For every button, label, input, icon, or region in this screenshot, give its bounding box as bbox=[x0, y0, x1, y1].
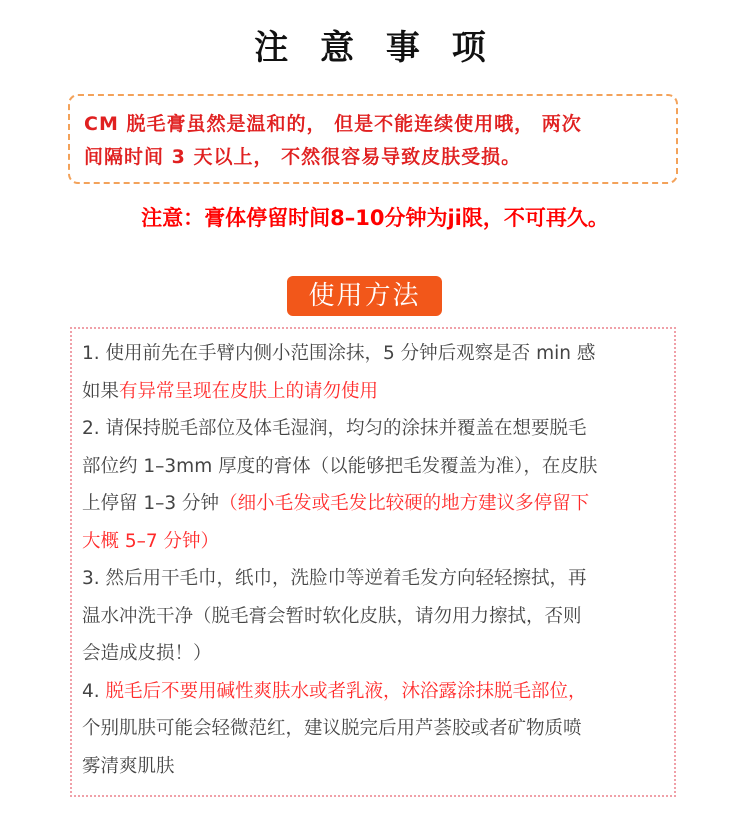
page-title: 注 意 事 项 bbox=[254, 28, 496, 68]
instruction-highlight: （细小毛发或毛发比较硬的地方建议多停留下 bbox=[219, 493, 590, 514]
instruction-line bbox=[82, 673, 664, 711]
warning-box bbox=[68, 94, 678, 184]
instruction-highlight: 脱毛后不要用碱性爽肤水或者乳液，沐浴露涂抹脱毛部位， bbox=[99, 680, 587, 702]
instruction-line: 个别肌肤可能会轻微范红，建议脱完后用芦荟胶或者矿物质喷 bbox=[82, 718, 582, 739]
instruction-line bbox=[82, 373, 664, 411]
time-limit-note: 注意：膏体停留时间8–10分钟为ji限，不可再久。 bbox=[141, 206, 609, 230]
instruction-line bbox=[82, 485, 664, 523]
instruction-line: 部位约 1–3mm 厚度的膏体（以能够把毛发覆盖为准），在皮肤 bbox=[82, 455, 598, 477]
instruction-highlight-line: 大概 5–7 分钟） bbox=[82, 530, 220, 552]
instruction-line: 1. 使用前先在手臂内侧小范围涂抹，5 分钟后观察是否 min 感 bbox=[82, 343, 596, 364]
instruction-text: 如果 bbox=[82, 380, 120, 402]
instruction-line: 2. 请保持脱毛部位及体毛湿润，均匀的涂抹并覆盖在想要脱毛 bbox=[82, 418, 587, 439]
instruction-line: 温水冲洗干净（脱毛膏会暂时软化皮肤，请勿用力擦拭，否则 bbox=[82, 605, 582, 627]
usage-method-label: 使用方法 bbox=[287, 276, 442, 316]
instruction-text: 4. bbox=[82, 680, 100, 702]
instruction-highlight: 有异常呈现在皮肤上的请勿使用 bbox=[119, 380, 379, 402]
instructions-box bbox=[70, 327, 676, 797]
instruction-line: 雾清爽肌肤 bbox=[82, 755, 175, 777]
instruction-text: 上停留 1–3 分钟 bbox=[82, 493, 220, 514]
instruction-line: 会造成皮损！） bbox=[82, 643, 212, 664]
instruction-line: 3. 然后用干毛巾，纸巾，洗脸巾等逆着毛发方向轻轻擦拭，再 bbox=[82, 568, 587, 589]
warning-line-1: CM 脱毛膏虽然是温和的， 但是不能连续使用哦， 两次 bbox=[84, 113, 582, 135]
warning-line-2: 间隔时间 3 天以上， 不然很容易导致皮肤受损。 bbox=[84, 146, 522, 168]
